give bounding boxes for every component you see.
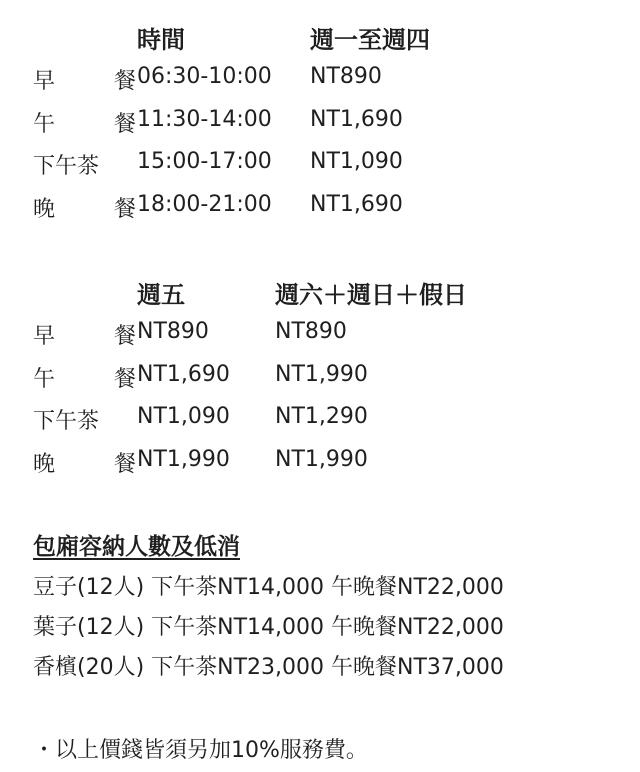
header-friday: 週五 bbox=[137, 281, 185, 309]
header-weekday: 週一至週四 bbox=[310, 26, 430, 54]
table1-row-label: 早 餐 bbox=[33, 69, 162, 94]
table2-row-weekend: NT890 bbox=[275, 319, 347, 344]
room-line: 香檳(20人) 下午茶NT23,000 午晚餐NT37,000 bbox=[33, 655, 504, 680]
table1-row-price: NT890 bbox=[310, 64, 382, 89]
table2-row-label: 下午茶 bbox=[33, 409, 100, 434]
table2-row-label: 晚 餐 bbox=[33, 452, 162, 477]
room-line: 豆子(12人) 下午茶NT14,000 午晚餐NT22,000 bbox=[33, 575, 504, 600]
table2-row-friday: NT890 bbox=[137, 319, 209, 344]
table1-row-price: NT1,090 bbox=[310, 149, 403, 174]
rooms-title: 包廂容納人數及低消 bbox=[33, 534, 240, 560]
header-time: 時間 bbox=[137, 26, 185, 54]
service-charge-note: ・以上價錢皆須另加10%服務費。 bbox=[33, 738, 368, 763]
table2-row-friday: NT1,990 bbox=[137, 447, 230, 472]
table1-row-time: 06:30-10:00 bbox=[137, 64, 272, 89]
table1-row-price: NT1,690 bbox=[310, 107, 403, 132]
table1-row-label: 午 餐 bbox=[33, 112, 162, 137]
table1-row-time: 18:00-21:00 bbox=[137, 192, 272, 217]
table1-row-label: 晚 餐 bbox=[33, 197, 162, 222]
header-weekend: 週六＋週日＋假日 bbox=[275, 281, 467, 309]
table2-row-label: 午 餐 bbox=[33, 367, 162, 392]
table1-row-label: 下午茶 bbox=[33, 154, 100, 179]
room-line: 葉子(12人) 下午茶NT14,000 午晚餐NT22,000 bbox=[33, 615, 504, 640]
table2-row-weekend: NT1,990 bbox=[275, 362, 368, 387]
table2-row-weekend: NT1,990 bbox=[275, 447, 368, 472]
table2-row-label: 早 餐 bbox=[33, 324, 162, 349]
table2-row-friday: NT1,690 bbox=[137, 362, 230, 387]
table1-row-time: 15:00-17:00 bbox=[137, 149, 272, 174]
table1-row-price: NT1,690 bbox=[310, 192, 403, 217]
table1-row-time: 11:30-14:00 bbox=[137, 107, 272, 132]
table2-row-weekend: NT1,290 bbox=[275, 404, 368, 429]
table2-row-friday: NT1,090 bbox=[137, 404, 230, 429]
